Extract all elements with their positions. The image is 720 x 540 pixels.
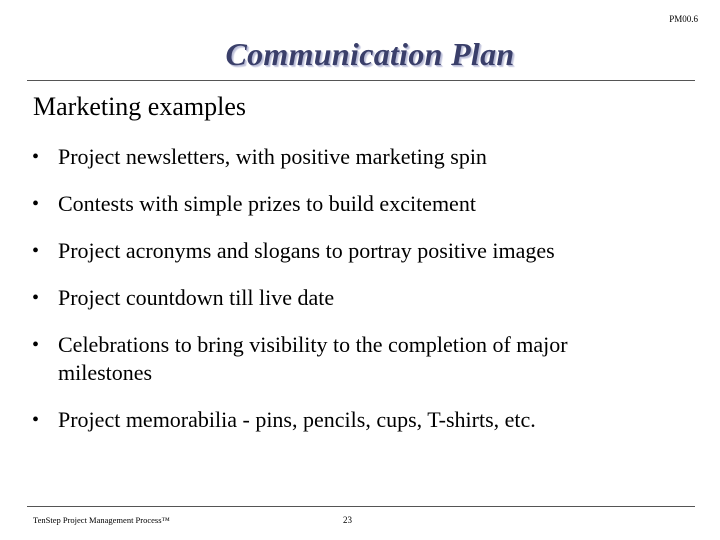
- page-number: 23: [343, 515, 352, 525]
- bullet-icon: •: [32, 240, 40, 262]
- footer-text: TenStep Project Management Process™: [33, 515, 170, 525]
- slide-code: PM00.6: [669, 14, 698, 24]
- bullet-item: [30, 331, 700, 387]
- bullet-text: Project memorabilia - pins, pencils, cups, T-shirts, etc.: [58, 407, 536, 432]
- bullet-item: [30, 190, 700, 218]
- bullet-icon: •: [32, 409, 40, 431]
- section-heading: Marketing examples: [33, 92, 246, 121]
- bullet-item: [30, 406, 700, 434]
- bullet-item: [30, 284, 700, 312]
- bullet-icon: •: [32, 287, 40, 309]
- bullet-text: Project acronyms and slogans to portray positive images: [58, 238, 555, 263]
- bullet-text: Project newsletters, with positive marketing spin: [58, 144, 487, 169]
- bullet-text: Project countdown till live date: [58, 285, 335, 310]
- bullet-list: [30, 143, 700, 453]
- bullet-icon: •: [32, 193, 40, 215]
- bullet-icon: •: [32, 146, 40, 168]
- slide-title: Communication Plan: [225, 36, 515, 72]
- title-divider: [27, 80, 695, 81]
- bullet-text: Celebrations to bring visibility to the completion of major milestones: [58, 332, 568, 385]
- footer-divider: [27, 506, 695, 507]
- bullet-text: Contests with simple prizes to build excitement: [58, 191, 476, 216]
- bullet-item: [30, 237, 700, 265]
- bullet-item: [30, 143, 700, 171]
- bullet-icon: •: [32, 334, 40, 356]
